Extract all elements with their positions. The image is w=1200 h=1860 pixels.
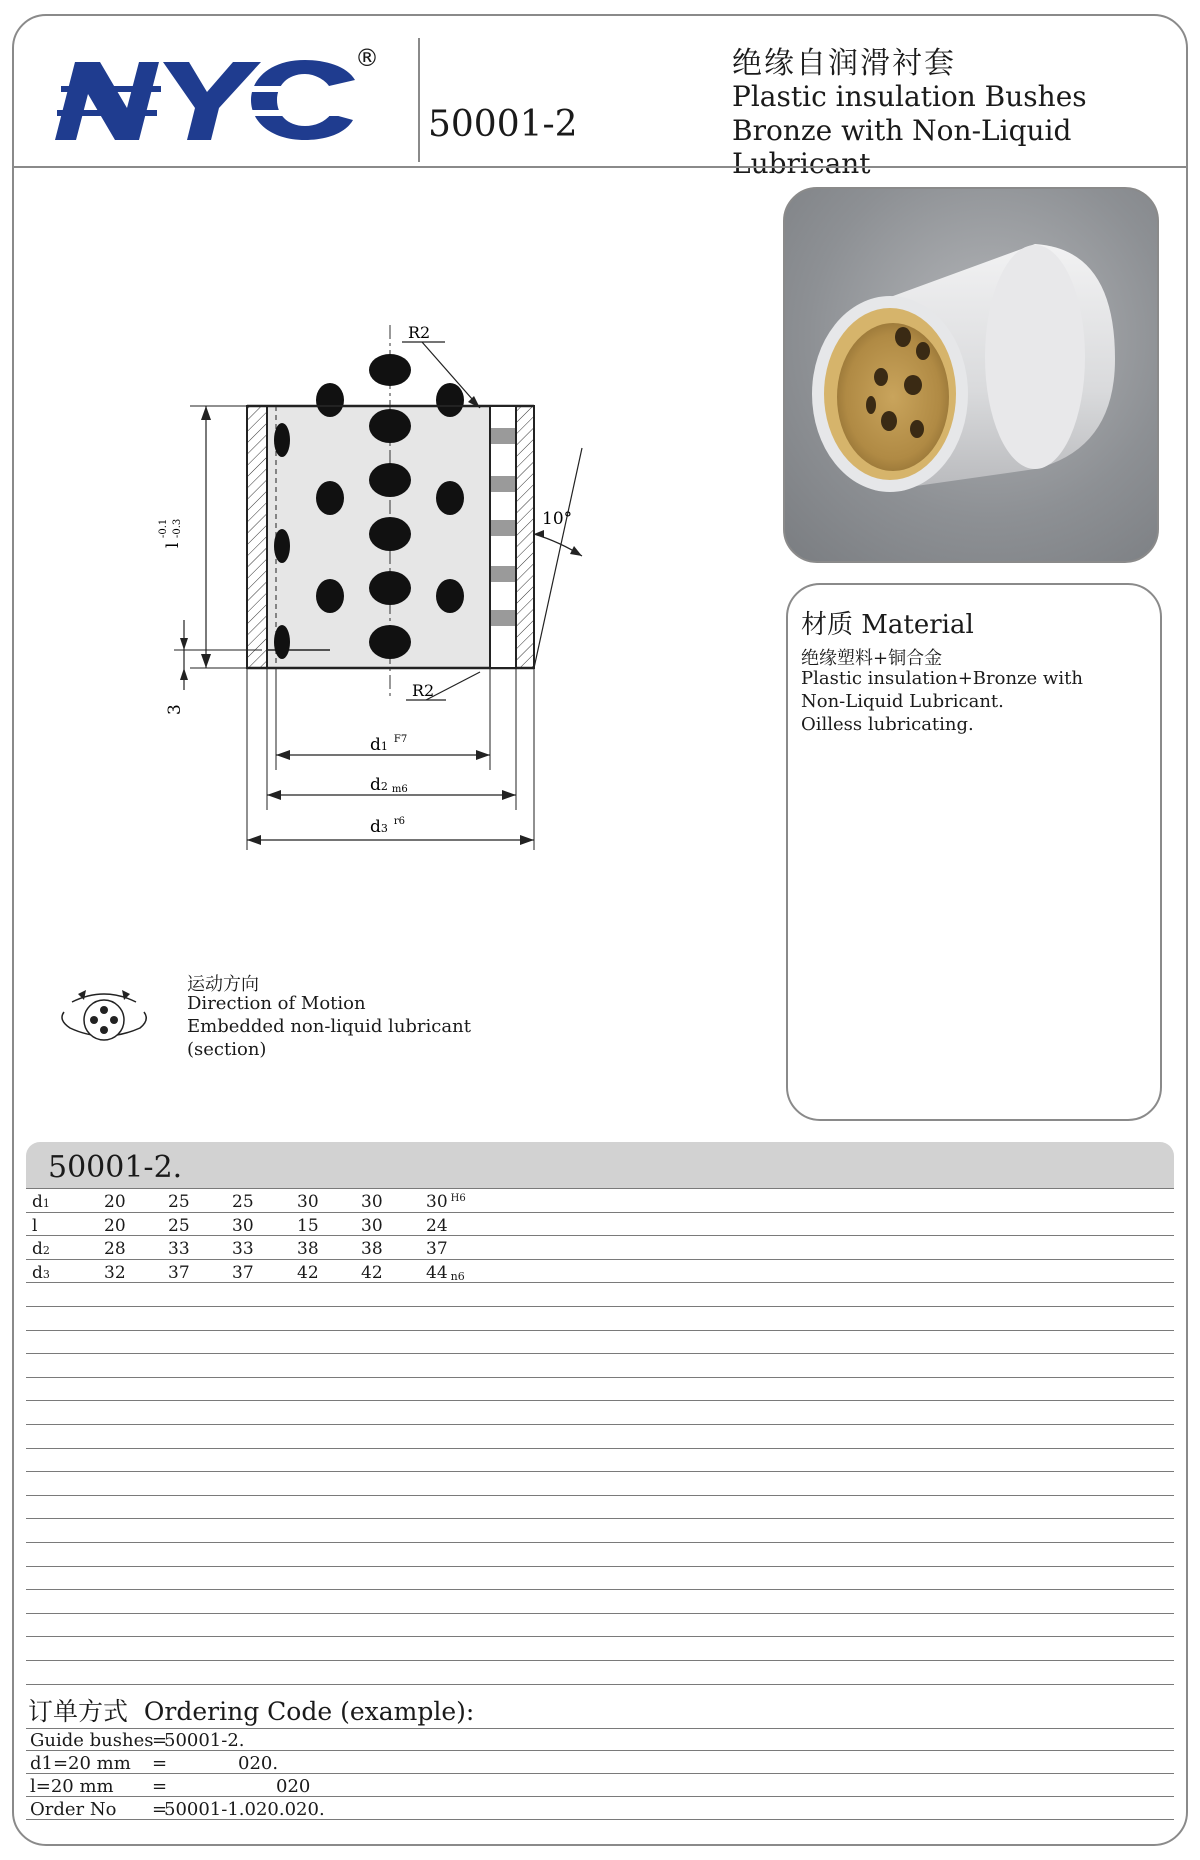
- ordering-label: Guide bushes: [30, 1730, 154, 1751]
- header-rule: [12, 166, 1188, 168]
- title-english-2: Bronze with Non-Liquid Lubricant: [732, 114, 1072, 180]
- table-rule: [26, 1282, 1174, 1283]
- length-tolerance-lower: -0.3: [172, 518, 183, 538]
- ordering-label: Order No: [30, 1799, 117, 1820]
- table-cell: 30 $^{H6}$: [426, 1192, 466, 1212]
- technical-drawing: [150, 323, 610, 860]
- chamfer-label: 3: [165, 704, 185, 715]
- section-band: [490, 406, 516, 668]
- legend-line-3: (section): [187, 1039, 267, 1060]
- table-row-label: d1: [32, 1192, 50, 1212]
- table-row-label: d3: [32, 1263, 50, 1283]
- material-line-3: Oilless lubricating.: [801, 714, 974, 735]
- material-line-1: Plastic insulation+Bronze with: [801, 668, 1083, 689]
- table-rule: [26, 1377, 1174, 1378]
- d3-fit: r6: [393, 816, 406, 827]
- legend-line-1: Direction of Motion: [187, 993, 366, 1014]
- d3-index: 3: [380, 822, 388, 835]
- table-rule: [26, 1471, 1174, 1472]
- table-rule: [26, 1518, 1174, 1519]
- table-cell: 37: [426, 1239, 448, 1259]
- ordering-label: d1=20 mm: [30, 1753, 131, 1774]
- table-header-band: [26, 1142, 1174, 1188]
- product-photo: [783, 187, 1159, 563]
- table-rule: [26, 1613, 1174, 1614]
- ordering-value: 50001-1.020.020.: [164, 1799, 325, 1820]
- table-cell: 37: [168, 1263, 190, 1283]
- table-cell: 30: [361, 1192, 383, 1212]
- table-cell: 33: [232, 1239, 254, 1259]
- product-code: 50001-2: [428, 104, 578, 145]
- material-heading-cn: 材质: [801, 610, 854, 640]
- table-rule: [26, 1400, 1174, 1401]
- table-rule: [26, 1660, 1174, 1661]
- left-wall: [247, 406, 267, 668]
- table-rule: [26, 1566, 1174, 1567]
- d2-label: d: [370, 775, 381, 795]
- table-cell: 30: [232, 1216, 254, 1236]
- table-rule: [26, 1306, 1174, 1307]
- d1-fit: F7: [393, 734, 408, 745]
- d3-label: d: [370, 817, 381, 837]
- ordering-value: 020.: [238, 1753, 279, 1774]
- table-rule: [26, 1353, 1174, 1354]
- title-chinese: 绝缘自润滑衬套: [732, 46, 956, 81]
- material-heading-en: Material: [861, 610, 974, 640]
- ordering-rule: [26, 1773, 1174, 1774]
- table-title: 50001-2.: [48, 1150, 183, 1185]
- table-cell: 28: [104, 1239, 126, 1259]
- title-english-1: Plastic insulation Bushes: [732, 80, 1087, 113]
- ordering-title-en: Ordering Code (example):: [143, 1697, 475, 1726]
- ordering-eq: =: [152, 1799, 168, 1820]
- ordering-label: l=20 mm: [30, 1776, 114, 1797]
- table-cell: 25: [232, 1192, 254, 1212]
- r2-top-label: R2: [408, 323, 431, 342]
- material-line-cn: 绝缘塑料+铜合金: [801, 648, 943, 669]
- table-cell: 37: [232, 1263, 254, 1283]
- ordering-rule: [26, 1728, 1174, 1729]
- registered-mark: ®: [355, 44, 379, 72]
- table-rule: [26, 1259, 1174, 1260]
- table-cell: 20: [104, 1192, 126, 1212]
- table-cell: 38: [361, 1239, 383, 1259]
- material-heading: [801, 604, 974, 641]
- d2-fit: m6: [391, 784, 408, 795]
- ordering-eq: =: [152, 1753, 168, 1774]
- table-row-label: d2: [32, 1239, 50, 1259]
- legend-line-cn: 运动方向: [187, 974, 259, 995]
- ordering-value: 020: [276, 1776, 311, 1797]
- d1-label: d: [370, 735, 381, 755]
- table-cell: 20: [104, 1216, 126, 1236]
- length-tolerance-upper: -0.1: [158, 518, 169, 538]
- svg-text:d1F7: [370, 734, 407, 755]
- table-rule: [26, 1424, 1174, 1425]
- table-rule: [26, 1330, 1174, 1331]
- r2-bottom-label: R2: [412, 681, 435, 700]
- angle-label: 10°: [542, 509, 573, 529]
- table-cell: 30: [297, 1192, 319, 1212]
- table-rule: [26, 1542, 1174, 1543]
- ordering-value: 50001-2.: [164, 1730, 245, 1751]
- table-cell: 25: [168, 1216, 190, 1236]
- svg-text:d3r6: [370, 816, 405, 837]
- table-cell: 33: [168, 1239, 190, 1259]
- table-cell: 42: [297, 1263, 319, 1283]
- table-rule: [26, 1235, 1174, 1236]
- table-rule: [26, 1589, 1174, 1590]
- table-rule: [26, 1188, 1174, 1189]
- table-rule: [26, 1684, 1174, 1685]
- ordering-title-cn: 订单方式: [28, 1697, 129, 1726]
- nyc-logo: [55, 40, 395, 160]
- header-divider: [418, 38, 420, 162]
- motion-direction-icon: [56, 982, 152, 1046]
- table-row-label: l: [32, 1216, 38, 1236]
- table-rule: [26, 1636, 1174, 1637]
- d1-index: 1: [380, 740, 388, 753]
- table-cell: 15: [297, 1216, 319, 1236]
- ordering-rule: [26, 1796, 1174, 1797]
- ordering-eq: =: [152, 1730, 168, 1751]
- table-cell: 38: [297, 1239, 319, 1259]
- table-rule: [26, 1212, 1174, 1213]
- legend-line-2: Embedded non-liquid lubricant: [187, 1016, 471, 1037]
- ordering-title: [28, 1692, 474, 1728]
- table-cell: 24: [426, 1216, 448, 1236]
- d2-index: 2: [380, 780, 388, 793]
- table-cell: 42: [361, 1263, 383, 1283]
- table-cell: 30: [361, 1216, 383, 1236]
- table-rule: [26, 1495, 1174, 1496]
- length-label: l: [163, 542, 183, 548]
- ordering-eq: =: [152, 1776, 168, 1797]
- table-cell: 32: [104, 1263, 126, 1283]
- table-rule: [26, 1448, 1174, 1449]
- right-wall: [516, 406, 534, 668]
- table-cell: 25: [168, 1192, 190, 1212]
- material-line-2: Non-Liquid Lubricant.: [801, 691, 1004, 712]
- table-cell: 44 n6: [426, 1263, 465, 1283]
- svg-text:d2m6: [370, 775, 408, 795]
